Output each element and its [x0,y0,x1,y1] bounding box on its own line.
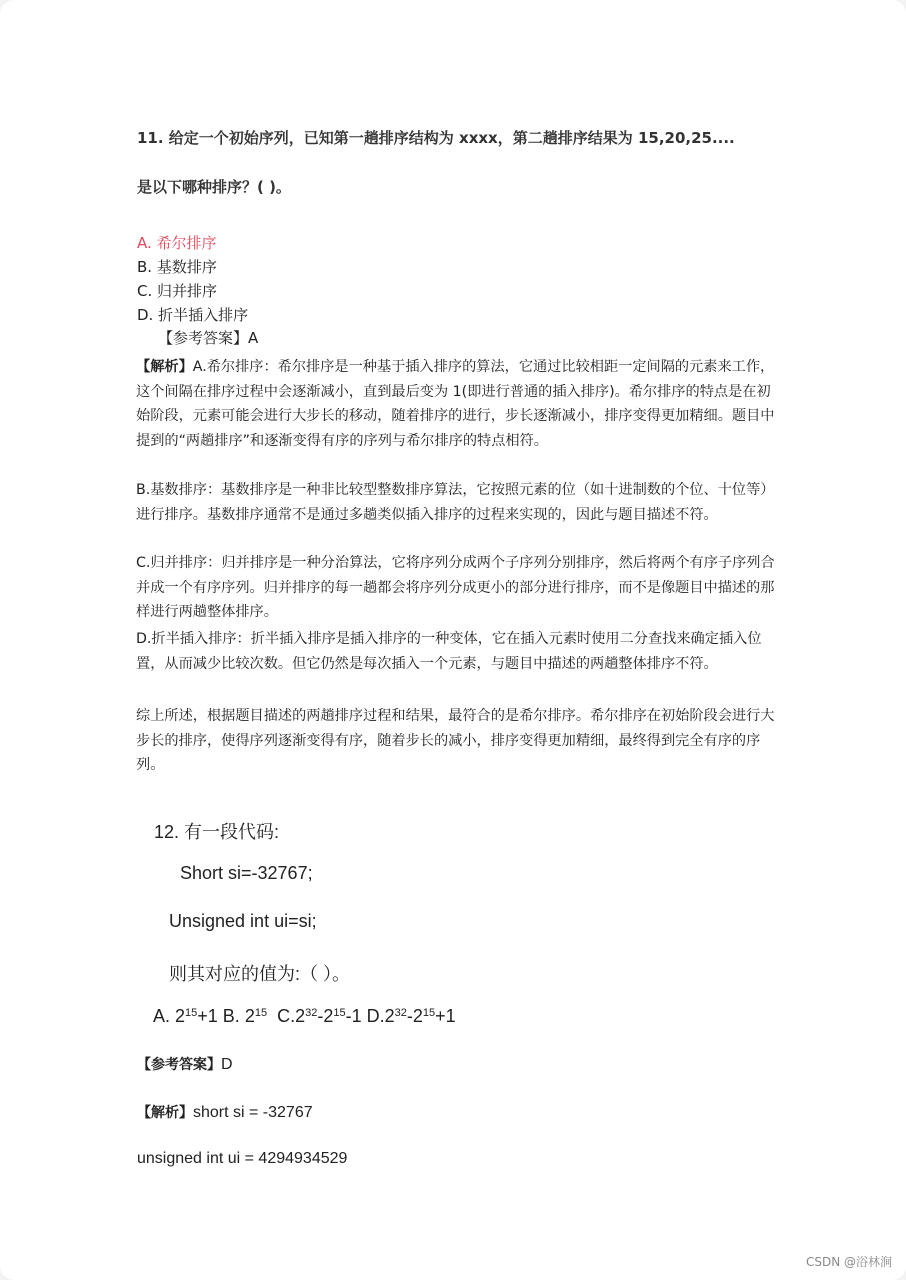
csdn-watermark: CSDN @浴林涧 [805,1255,892,1269]
question-11-title-line1: 11. 给定一个初始序列，已知第一趟排序结构为 xxxx，第二趟排序结果为 15,20,25.... [137,129,735,147]
question-12-options: A. $2^{15}+1$ B. $2^{15}$ $C.2^{32}-2^{15}-1$ $D.2^{32}-2^{15}+1$ [153,1006,456,1026]
analysis-option-d: D.折半插入排序：折半插入排序是插入排序的一种变体，它在插入元素时使用二分查找来确定插入位置，从而减少比较次数。但它仍然是每次插入一个元素，与题目中描述的两趟整体排序不符。 [136,631,762,672]
analysis-option-c: C.归并排序：归并排序是一种分治算法，它将序列分成两个子序列分别排序，然后将两个有序子序列合并成一个有序序列。归并排序的每一趟都会将序列分成更小的部分进行排序，而不是像题目中描述的那样进行两趟整体排序。 [136,555,775,620]
question-12-analysis-line2: unsigned int ui = 4294934529 [137,1150,348,1167]
question-12-analysis: 【解析】short si = -32767 [137,1104,313,1121]
question-12-prompt: 则其对应的值为:（ ）。 [169,964,351,984]
analysis-option-b: B.基数排序：基数排序是一种非比较型整数排序算法，它按照元素的位（如十进制数的个位、十位等）进行排序。基数排序通常不是通过多趟类似插入排序的过程来实现的，因此与题目描述不符。 [136,482,775,523]
code-line-2: Unsigned int ui=si; [169,911,317,931]
option-c: C. 归并排序 [137,282,218,300]
code-line-1: Short si=-32767; [180,863,313,883]
option-a: A. 希尔排序 [137,234,217,252]
option-d: D. 折半插入排序 [137,306,249,324]
question-11-title-line2: 是以下哪种排序？( )。 [137,178,291,196]
analysis-option-a [136,355,776,453]
question-12-answer: 【参考答案】D [137,1056,233,1073]
analysis-label: 【解析】 [136,359,193,375]
question-11-answer: 【参考答案】A [158,329,259,347]
analysis-a-text: A.希尔排序：希尔排序是一种基于插入排序的算法，它通过比较相距一定间隔的元素来工作，这个间隔在排序过程中会逐渐减小，直到最后变为 1(即进行普通的插入排序)。希尔排序的特点是在初始阶段，元素可能会进行大步长的移动，随着排序的进行，步长逐渐减小，排序变得更加精细。题目中提到的“两趟排序”和逐渐变得有序的序列与希尔排序的特点相符。 [136,359,775,449]
question-12-title: 12. 有一段代码: [154,822,280,842]
analysis-summary: 综上所述，根据题目描述的两趟排序过程和结果，最符合的是希尔排序。希尔排序在初始阶段会进行大步长的排序，使得序列逐渐变得有序，随着步长的减小，排序变得更加精细，最终得到完全有序的序列。 [136,708,775,773]
option-b: B. 基数排序 [137,258,217,276]
